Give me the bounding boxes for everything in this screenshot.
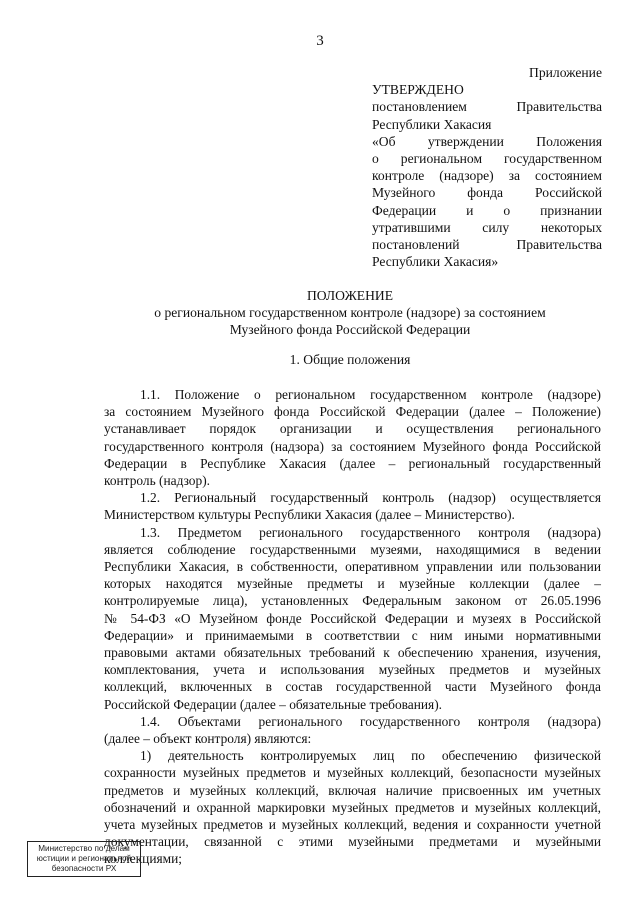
- body-line: сохранности музейных предметов и музейных коллекций, безопасности музейных: [104, 765, 601, 781]
- body-line: учета музейных предметов и музейных коллекций, ведения и сохранности учетной: [104, 817, 601, 833]
- body-line: Российской Федерации (далее – обязательные требования).: [104, 696, 443, 712]
- body-line: контролируемые лица), установленных Федеральным законом от 26.05.1996: [104, 593, 601, 609]
- body-line: предметов и музейных коллекций, включая наличие присвоенных им учетных: [104, 782, 601, 798]
- body-line: государственного контроля (надзора) за состоянием Музейного фонда Российской: [104, 438, 601, 454]
- approval-heading: УТВЕРЖДЕНО: [372, 82, 464, 98]
- approval-line: Республики Хакасия»: [372, 254, 499, 270]
- approval-line: Музейного фонда Российской: [372, 185, 602, 201]
- document-title: [100, 287, 600, 339]
- body-line: контроль (надзор).: [104, 473, 211, 489]
- body-line: которых находятся музейные предметы и музейные коллекции (далее –: [104, 576, 601, 592]
- stamp-line: юстиции и региональной: [36, 854, 132, 863]
- approval-line: о региональном государственном: [372, 151, 602, 167]
- approval-line: утратившими силу некоторых: [372, 219, 602, 235]
- approval-line: Федерации и о признании: [372, 202, 602, 218]
- body-line: 1) деятельность контролируемых лиц по обеспечению физической: [140, 748, 601, 764]
- approval-line: «Об утверждении Положения: [372, 133, 602, 149]
- body-line: Федерации в Республике Хакасия (далее – региональный государственный: [104, 455, 601, 471]
- body-line: устанавливает порядок организации и осуществления регионального: [104, 421, 601, 437]
- body-line: Министерством культуры Республики Хакасия (далее – Министерство).: [104, 507, 515, 523]
- body-line: документации, связанной с этими музейными предметами и музейными: [104, 834, 601, 850]
- body-line: комплектования, учета и использования музейных предметов и музейных: [104, 662, 601, 678]
- ministry-stamp: [27, 841, 141, 877]
- body-line: 1.2. Региональный государственный контроль (надзор) осуществляется: [140, 490, 601, 506]
- appendix-label: Приложение: [529, 65, 602, 80]
- body-line: 1.1. Положение о региональном государственном контроле (надзоре): [140, 387, 601, 402]
- document-body: [104, 386, 601, 868]
- title-line: о региональном государственном контроле (надзоре) за состоянием: [154, 305, 546, 321]
- body-line: (далее – объект контроля) являются:: [104, 731, 312, 747]
- approval-line: постановлением Правительства: [372, 99, 602, 115]
- body-line: 1.3. Предметом регионального государственного контроля (надзора): [140, 524, 601, 540]
- title-line: Музейного фонда Российской Федерации: [229, 322, 471, 338]
- stamp-line: Министерство по делам: [38, 844, 130, 853]
- body-line: коллекций, включенных в состав государственной части Музейного фонда: [104, 679, 601, 695]
- body-line: за состоянием Музейного фонда Российской Федерации (далее – Положение): [104, 404, 601, 420]
- section-heading: 1. Общие положения: [289, 352, 411, 367]
- body-line: коллекциями;: [104, 851, 183, 867]
- body-line: Республики Хакасия, в собственности, оперативном управлении или пользовании: [104, 559, 601, 575]
- title-main: ПОЛОЖЕНИЕ: [306, 288, 394, 303]
- stamp-line: безопасности РХ: [51, 864, 117, 873]
- body-line: является соблюдение государственными музеями, находящимися в ведении: [104, 541, 601, 557]
- approval-line: контроле (надзоре) за состоянием: [372, 168, 602, 184]
- body-line: № 54-ФЗ «О Музейном фонде Российской Федерации и музеях в Российской: [104, 610, 601, 626]
- body-line: Федерации» и принимаемыми в соответствии с ним иными нормативными: [104, 627, 601, 643]
- approval-line: постановлений Правительства: [372, 237, 602, 253]
- body-line: обозначений и охранной маркировки музейных предметов и музейных коллекций,: [104, 799, 601, 815]
- approval-line: Республики Хакасия: [372, 116, 492, 132]
- body-line: 1.4. Объектами регионального государственного контроля (надзора): [140, 713, 601, 729]
- approval-block: [372, 64, 602, 270]
- page-number: 3: [316, 33, 324, 49]
- body-line: правовыми актами обязательных требований к обеспечению хранения, изучения,: [104, 645, 601, 661]
